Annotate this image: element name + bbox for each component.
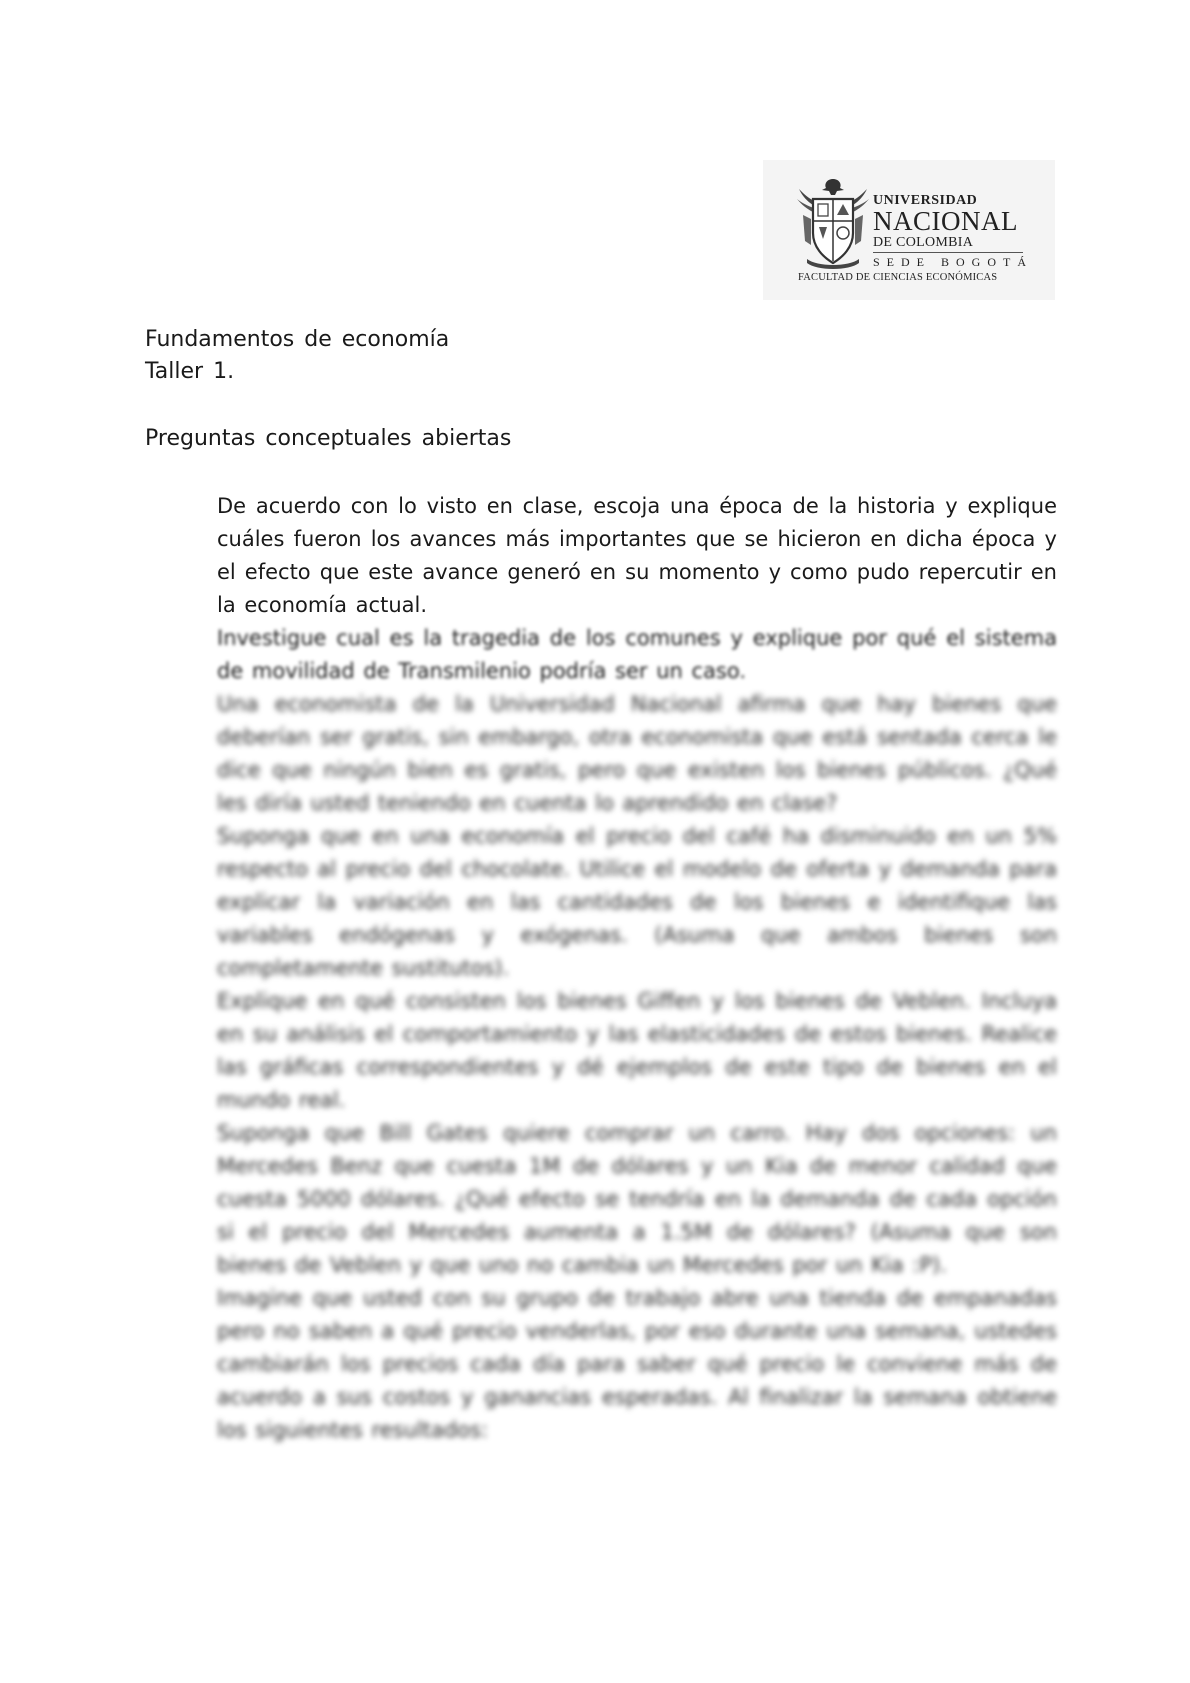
university-logo <box>763 160 1055 300</box>
workshop-title: Taller 1. <box>145 359 235 384</box>
question-2: Investigue cual es la tragedia de los comunes y explique por qué el sistema de movilidad de Transmilenio podría ser un caso. <box>217 626 1057 683</box>
question-1: De acuerdo con lo visto en clase, escoja una época de la historia y explique cuáles fueron los avances más importantes que se hicieron en dicha época y el efecto que este avance generó en su momento y como pudo repercutir en la economía actual. <box>217 494 1057 617</box>
logo-university: UNIVERSIDAD <box>873 193 978 208</box>
question-7: Imagine que usted con su grupo de trabajo abre una tienda de empanadas pero no saben a qué precio venderlas, por eso durante una semana, ustedes cambiarán los precios cada día para saber qué precio le conviene más de acuerdo a sus costos y ganancias esperadas. Al finalizar la semana obtiene los siguientes resultados: <box>217 1286 1057 1442</box>
logo-faculty: FACULTAD DE CIENCIAS ECONÓMICAS <box>798 272 998 283</box>
question-6: Suponga que Bill Gates quiere comprar un carro. Hay dos opciones: un Mercedes Benz que cuesta 1M de dólares y un Kia de menor calidad que cuesta 5000 dólares. ¿Qué efecto se tendría en la demanda de cada opción si el precio del Mercedes aumenta a 1.5M de dólares? (Asuma que son bienes de Veblen y que uno no cambia un Mercedes por un Kia :P). <box>217 1121 1057 1277</box>
logo-colombia: DE COLOMBIA <box>873 235 1023 253</box>
question-3: Una economista de la Universidad Nacional afirma que hay bienes que deberían ser gratis, sin embargo, otra economista que está sentada cerca le dice que ningún bien es gratis, pero que existen los bienes públicos. ¿Qué les diría usted teniendo en cuenta lo aprendido en clase? <box>217 692 1057 815</box>
question-5: Explique en qué consisten los bienes Giffen y los bienes de Veblen. Incluya en su análisis el comportamiento y las elasticidades de estos bienes. Realice las gráficas correspondientes y dé ejemplos de este tipo de bienes en el mundo real. <box>217 989 1057 1112</box>
logo-wordmark <box>873 193 1043 271</box>
questions-list <box>217 490 1057 1447</box>
logo-nacional: NACIONAL <box>873 206 1018 236</box>
logo-sede: SEDE BOGOTÁ <box>873 255 1033 269</box>
coat-of-arms-icon <box>793 175 873 271</box>
course-title: Fundamentos de economía <box>145 327 450 352</box>
section-title: Preguntas conceptuales abiertas <box>145 426 512 451</box>
question-4: Suponga que en una economía el precio del café ha disminuido en un 5% respecto al precio del chocolate. Utilice el modelo de oferta y demanda para explicar la variación en las cantidades de los bienes e identifique las variables endógenas y exógenas. (Asuma que ambos bienes son completamente sustitutos). <box>217 824 1057 980</box>
